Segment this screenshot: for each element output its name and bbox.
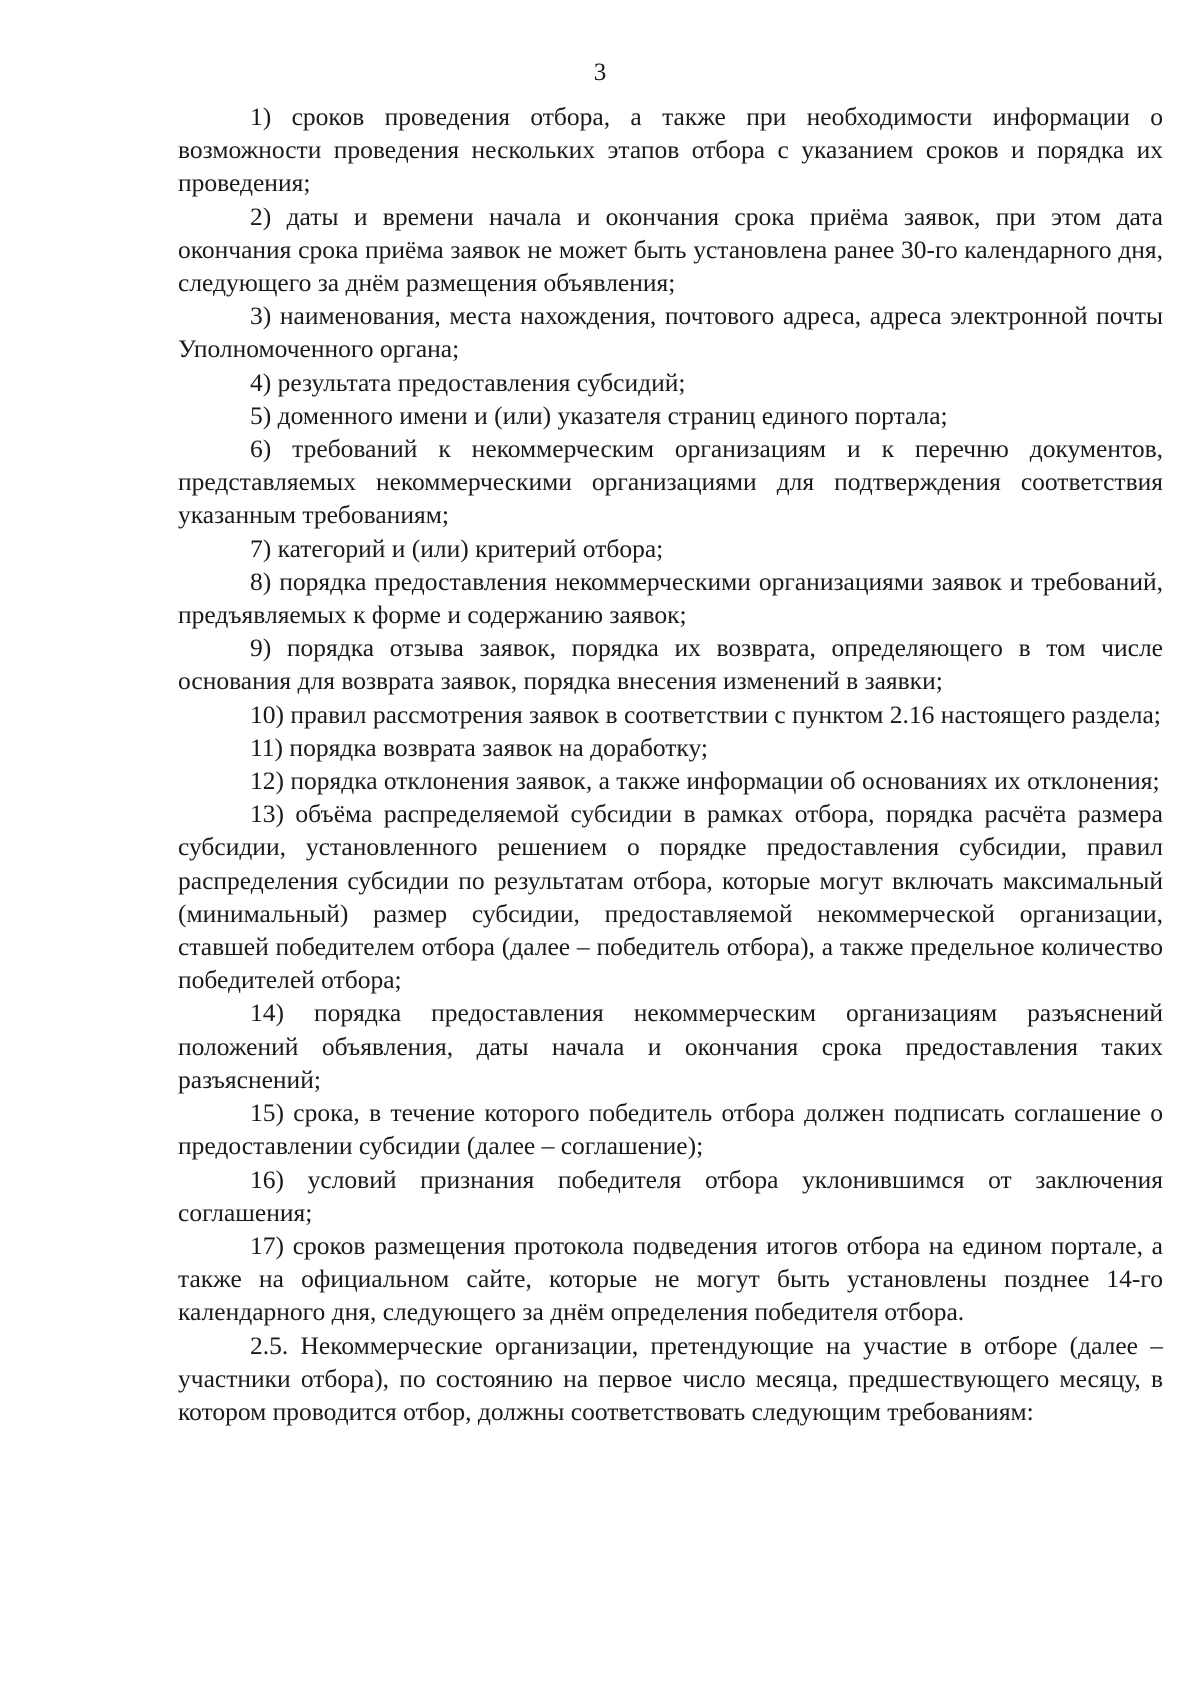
list-item: 17) сроков размещения протокола подведения итогов отбора на едином портале, а также на официальном сайте, которые не могут быть установлены позднее 14-го календарного дня, следующего за днём определения победителя отбора. — [178, 1230, 1163, 1327]
list-item: 8) порядка предоставления некоммерческими организациями заявок и требований, предъявляемых к форме и содержанию заявок; — [178, 566, 1163, 630]
list-item: 14) порядка предоставления некоммерческим организациям разъяснений положений объявления, даты начала и окончания срока предоставления таких разъяснений; — [178, 998, 1163, 1094]
list-item: 15) срока, в течение которого победитель отбора должен подписать соглашение о предоставлении субсидии (далее – соглашение); — [178, 1098, 1163, 1161]
list-item: 10) правил рассмотрения заявок в соответствии с пунктом 2.16 настоящего раздела; — [250, 699, 1161, 729]
list-item: 9) порядка отзыва заявок, порядка их возврата, определяющего в том числе основания для возврата заявок, порядка внесения изменений в заявки; — [178, 633, 1163, 696]
list-item: 2) даты и времени начала и окончания срока приёма заявок, при этом дата окончания срока приёма заявок не может быть установлена ранее 30-го календарного дня, следующего за днём размещения объявления; — [178, 201, 1163, 298]
section-paragraph: 2.5. Некоммерческие организации, претендующие на участие в отборе (далее – участники отбора), по состоянию на первое число месяца, предшествующего месяцу, в котором проводится отбор, должны соответствовать следующим требованиям: — [178, 1330, 1163, 1426]
list-item: 1) сроков проведения отбора, а также при необходимости информации о возможности проведения нескольких этапов отбора с указанием сроков и порядка их проведения; — [178, 102, 1163, 198]
list-item: 11) порядка возврата заявок на доработку; — [250, 732, 708, 762]
list-item: 4) результата предоставления субсидий; — [250, 367, 686, 397]
list-item: 3) наименования, места нахождения, почтового адреса, адреса электронной почты Уполномоченного органа; — [178, 301, 1163, 364]
list-item: 6) требований к некоммерческим организациям и к перечню документов, представляемых некоммерческими организациями для подтверждения соответствия указанным требованиям; — [178, 434, 1163, 530]
list-item: 16) условий признания победителя отбора уклонившимся от заключения соглашения; — [178, 1164, 1163, 1227]
document-body — [178, 100, 1163, 1428]
page-number: 3 — [593, 59, 607, 86]
list-item: 7) категорий и (или) критерий отбора; — [250, 533, 664, 563]
list-item: 13) объёма распределяемой субсидии в рамках отбора, порядка расчёта размера субсидии, установленного решением о порядке предоставления субсидии, правил распределения субсидии по результатам отбора, которые могут включать максимальный (минимальный) размер субсидии, предоставляемой некоммерческой организации, ставшей победителем отбора (далее – победитель отбора), а также предельное количество победителей отбора; — [178, 799, 1163, 995]
list-item: 5) доменного имени и (или) указателя страниц единого портала; — [250, 400, 948, 430]
list-item: 12) порядка отклонения заявок, а также информации об основаниях их отклонения; — [250, 766, 1160, 796]
